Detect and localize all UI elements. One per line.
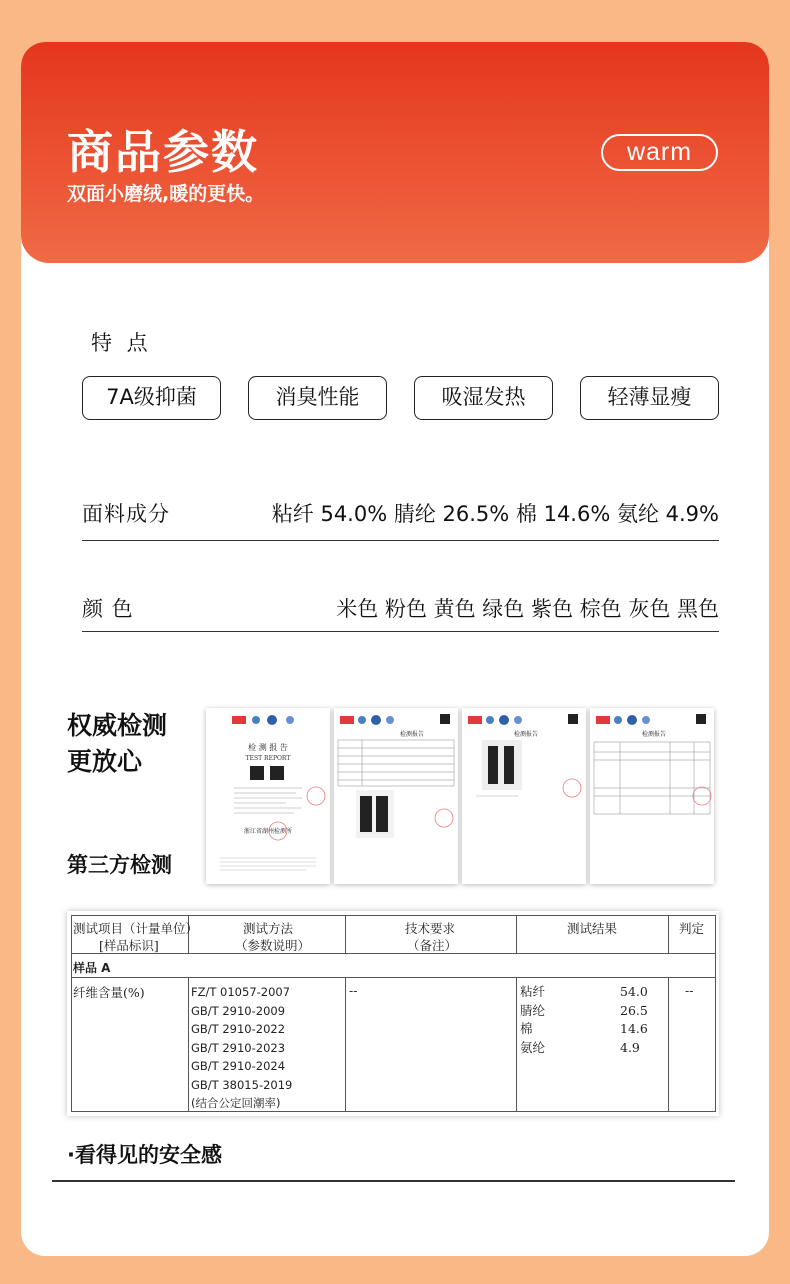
cover-title: 检 测 报 告 bbox=[248, 743, 288, 752]
header-requirement: 技术要求 bbox=[405, 921, 456, 936]
report-page-image bbox=[462, 708, 586, 884]
result-name: 氨纶 bbox=[520, 1039, 546, 1055]
feature-tag: 7A级抑菌 bbox=[82, 376, 221, 420]
report-page-image bbox=[590, 708, 714, 884]
sample-label: 样品 A bbox=[73, 961, 111, 975]
requirement-value: -- bbox=[349, 983, 358, 998]
safety-note: ·看得见的安全感 bbox=[67, 1143, 222, 1167]
result-value: 4.9 bbox=[620, 1039, 640, 1055]
fabric-value: 粘纤 54.0% 腈纶 26.5% 棉 14.6% 氨纶 4.9% bbox=[271, 502, 719, 526]
stamp-icon bbox=[307, 787, 325, 805]
page-title: 检测报告 bbox=[514, 731, 539, 738]
method-line: GB/T 2910-2022 bbox=[191, 1022, 286, 1036]
cert-heading-line2: 更放心 bbox=[67, 747, 143, 776]
qr-code-icon bbox=[568, 714, 578, 724]
header-banner bbox=[21, 42, 769, 263]
cert-heading-line1: 权威检测 bbox=[67, 711, 168, 740]
header-item: 测试项目（计量单位） bbox=[73, 921, 199, 936]
qr-code-icon bbox=[696, 714, 706, 724]
header-item-sub: [样品标识] bbox=[99, 938, 159, 953]
color-value: 米色 粉色 黄色 绿色 紫色 棕色 灰色 黑色 bbox=[336, 597, 719, 621]
fabric-row bbox=[82, 494, 719, 541]
fabric-label: 面料成分 bbox=[82, 502, 170, 526]
method-line: GB/T 2910-2009 bbox=[191, 1003, 286, 1018]
ma-logo-icon bbox=[232, 716, 246, 724]
page-title: 检测报告 bbox=[400, 731, 425, 738]
header-result: 测试结果 bbox=[567, 921, 618, 936]
page-title: 商品参数 bbox=[67, 125, 259, 179]
qr-code-icon bbox=[440, 714, 450, 724]
report-thumbnail bbox=[334, 708, 458, 884]
report-cover-image bbox=[206, 708, 330, 884]
result-list bbox=[520, 983, 660, 1057]
header-verdict: 判定 bbox=[679, 921, 705, 936]
features-label: 特 点 bbox=[91, 331, 152, 355]
ma-logo-icon bbox=[596, 716, 610, 724]
cnas-logo-icon bbox=[267, 715, 277, 725]
method-list bbox=[191, 983, 292, 1113]
header-method-sub: （参数说明） bbox=[235, 938, 311, 953]
header-method: 测试方法 bbox=[243, 921, 294, 936]
header-requirement-sub: （备注） bbox=[407, 938, 458, 953]
stamp-icon bbox=[563, 779, 581, 797]
report-thumbnail bbox=[206, 708, 330, 884]
cover-company: 浙江省湖州检测所 bbox=[243, 828, 293, 835]
result-row bbox=[520, 983, 660, 1002]
result-row bbox=[520, 1020, 660, 1039]
cover-subtitle: TEST REPORT bbox=[245, 755, 291, 762]
method-line: GB/T 2910-2024 bbox=[191, 1059, 286, 1073]
page-title: 检测报告 bbox=[642, 731, 667, 738]
ma-logo-icon bbox=[340, 716, 354, 724]
feature-tag: 消臭性能 bbox=[248, 376, 387, 420]
product-card bbox=[21, 42, 769, 1256]
result-name: 粘纤 bbox=[520, 984, 546, 999]
ma-logo-icon bbox=[468, 716, 482, 724]
result-name: 腈纶 bbox=[520, 1002, 546, 1018]
feature-tag: 轻薄显瘦 bbox=[580, 376, 719, 420]
qr-code-icon bbox=[250, 766, 264, 780]
report-page-image bbox=[334, 708, 458, 884]
method-line: GB/T 2910-2023 bbox=[191, 1040, 286, 1055]
result-row bbox=[520, 1039, 660, 1058]
feature-tag: 吸湿发热 bbox=[414, 376, 553, 420]
color-row bbox=[82, 590, 719, 632]
qr-code-icon bbox=[270, 766, 284, 780]
result-value: 54.0 bbox=[620, 984, 648, 999]
warm-badge: warm bbox=[601, 134, 718, 171]
method-line: (结合公定回潮率) bbox=[191, 1096, 281, 1110]
color-label: 颜 色 bbox=[82, 597, 134, 621]
result-value: 14.6 bbox=[620, 1021, 648, 1036]
third-party-label: 第三方检测 bbox=[67, 853, 172, 877]
cert-logo-icon bbox=[252, 716, 260, 724]
method-line: GB/T 38015-2019 bbox=[191, 1077, 293, 1092]
verdict-value: -- bbox=[685, 983, 694, 998]
test-result-table bbox=[67, 911, 719, 1116]
divider bbox=[52, 1180, 735, 1182]
report-thumbnail bbox=[590, 708, 714, 884]
ilac-logo-icon bbox=[286, 716, 294, 724]
report-thumbnail bbox=[462, 708, 586, 884]
result-row bbox=[520, 1002, 660, 1021]
result-name: 棉 bbox=[520, 1021, 533, 1036]
stamp-icon bbox=[435, 809, 453, 827]
result-value: 26.5 bbox=[620, 1002, 648, 1018]
page-subtitle: 双面小磨绒,暖的更快。 bbox=[67, 183, 265, 205]
method-line: FZ/T 01057-2007 bbox=[191, 985, 291, 999]
item-name: 纤维含量(%) bbox=[73, 985, 145, 1000]
